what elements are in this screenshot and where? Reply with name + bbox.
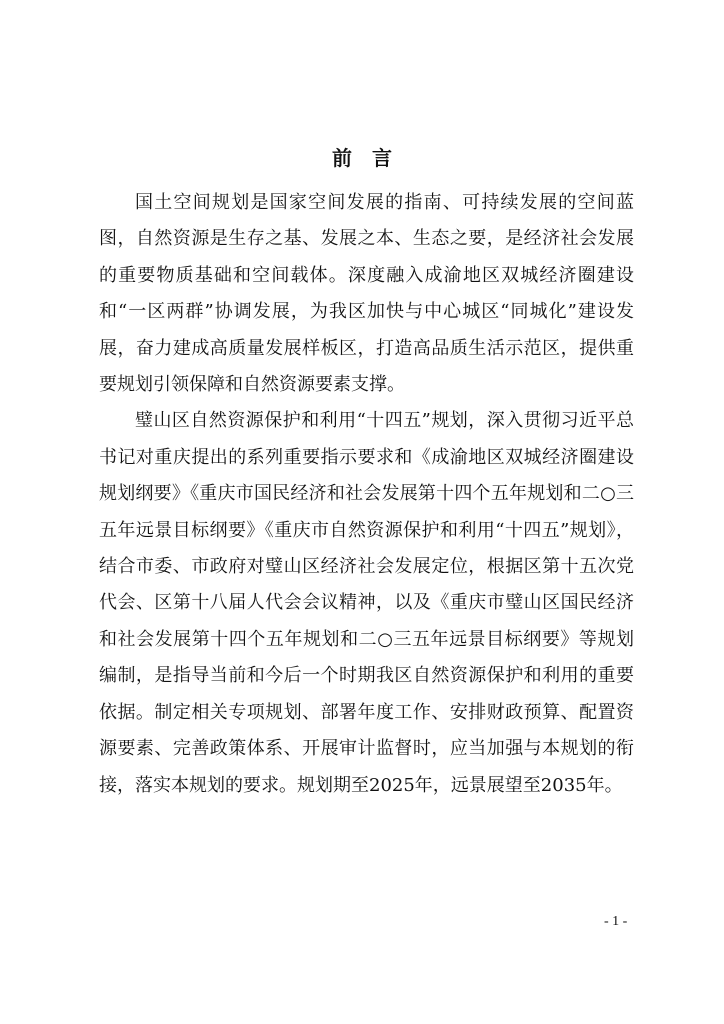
page-title: 前言 bbox=[332, 146, 412, 170]
paragraph-2: 璧山区自然资源保护和利用“十四五”规划，深入贯彻习近平总书记对重庆提出的系列重要指示要求和《成渝地区双城经济圈建设规划纲要》《重庆市国民经济和社会发展第十四个五年规划和二○三五年远景目标纲要》《重庆市自然资源保护和利用“十四五”规划》，结合市委、市政府对璧山区经济社会发展定位，根据区第十五次党代会、区第十八届人代会会议精神，以及《重庆市璧山区国民经济和社会发展第十四个五年规划和二○三五年远景目标纲要》等规划编制，是指导当前和今后一个时期我区自然资源保护和利用的重要依据。制定相关专项规划、部署年度工作、安排财政预算、配置资源要素、完善政策体系、开展审计监督时，应当加强与本规划的衔接，落实本规划的要求。规划期至2025年，远景展望至2035年。 bbox=[99, 410, 634, 796]
page-number: - 1 - bbox=[604, 914, 628, 929]
paragraph-1: 国土空间规划是国家空间发展的指南、可持续发展的空间蓝图，自然资源是生存之基、发展之本、生态之要，是经济社会发展的重要物质基础和空间载体。深度融入成渝地区双城经济圈建设和“一区两群”协调发展，为我区加快与中心城区“同城化”建设发展，奋力建成高质量发展样板区，打造高品质生活示范区，提供重要规划引领保障和自然资源要素支撑。 bbox=[99, 192, 634, 396]
body-text bbox=[99, 185, 634, 804]
